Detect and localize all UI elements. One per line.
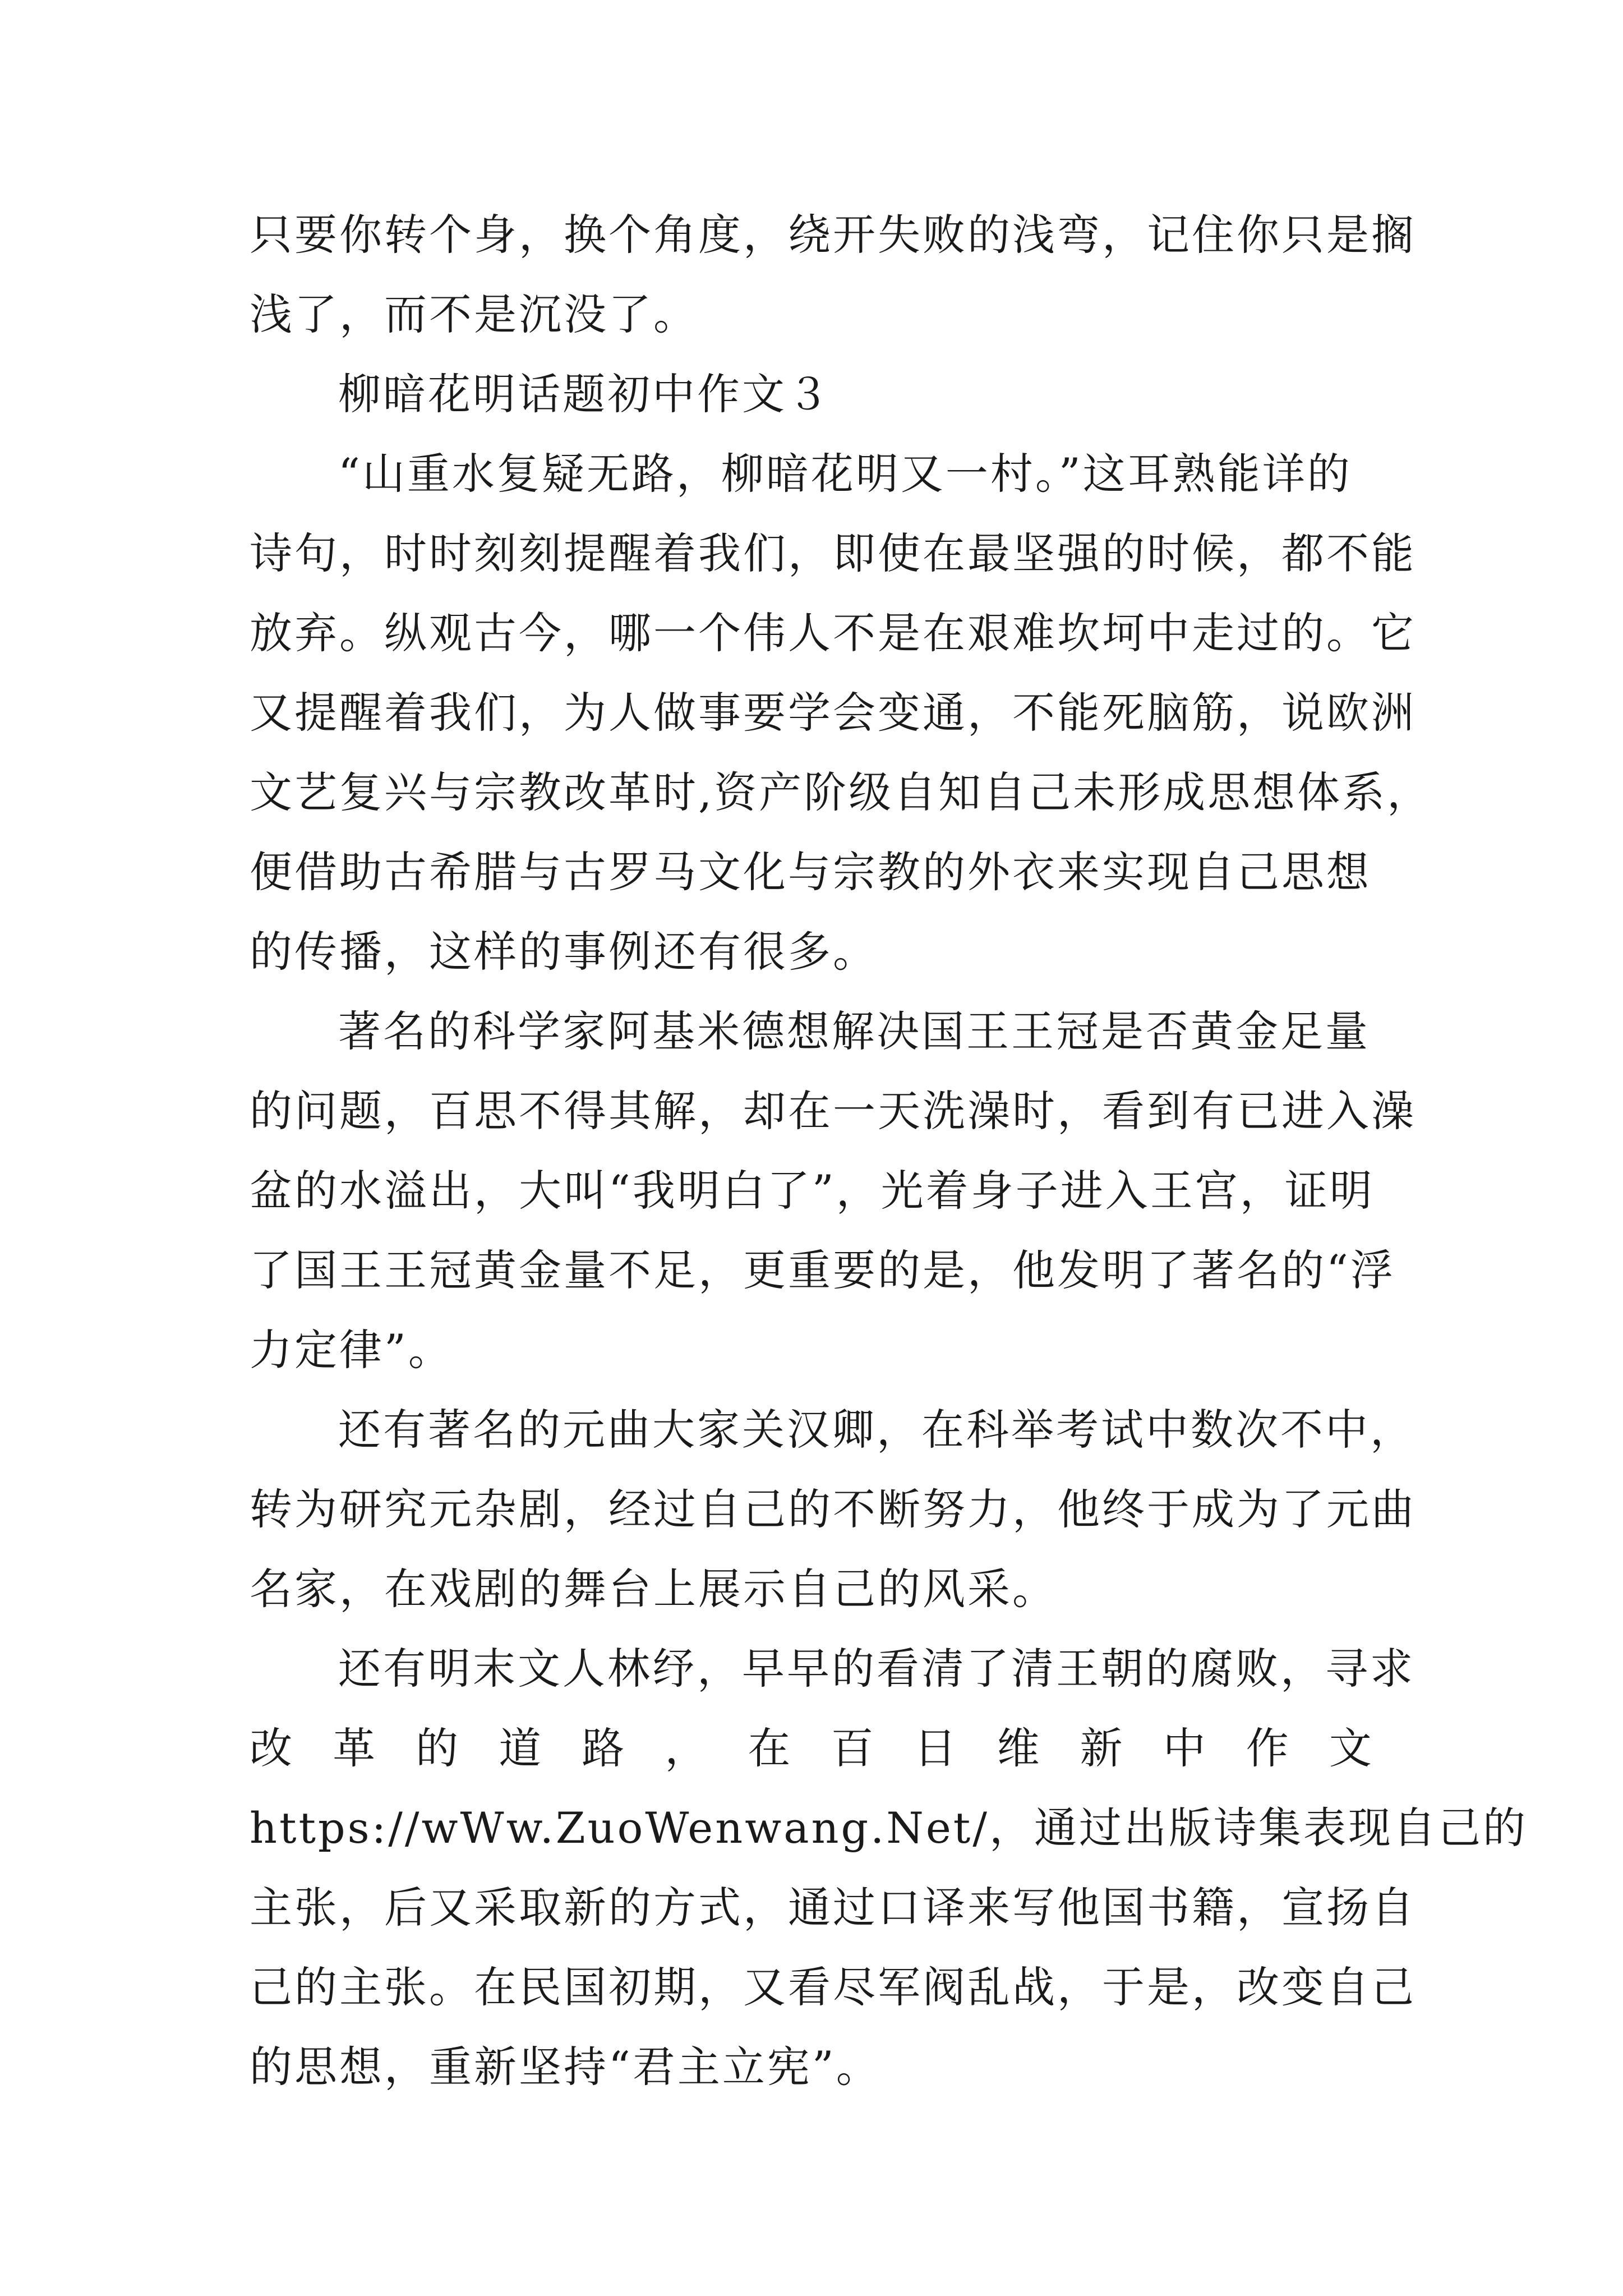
text-line: 力定律”。: [250, 1325, 453, 1375]
text-line: 文艺复兴与宗教改革时,资产阶级自知自己未形成思想体系，: [250, 767, 1432, 817]
text-line: 浅了，而不是沉没了。: [250, 289, 698, 339]
text-line: 著名的科学家阿基米德想解决国王王冠是否黄金足量: [338, 1006, 1370, 1056]
spaced-char: 中: [1163, 1723, 1208, 1773]
text-line: 只要你转个身，换个角度，绕开失败的浅弯，记住你只是搁: [250, 210, 1416, 260]
text-line: 的思想，重新坚持“君主立宪”。: [250, 2042, 881, 2092]
spaced-text-line: [250, 1709, 1374, 1788]
text-line: 诗句，时时刻刻提醒着我们，即使在最坚强的时候，都不能: [250, 528, 1416, 578]
text-line: “山重水复疑无路，柳暗花明又一村。”这耳熟能详的: [338, 449, 1352, 499]
spaced-char: 在: [748, 1723, 793, 1773]
spaced-char: 百: [831, 1723, 876, 1773]
text-line: 又提醒着我们，为人做事要学会变通，不能死脑筋，说欧洲: [250, 688, 1416, 738]
section-heading: 柳暗花明话题初中作文３: [338, 369, 832, 419]
text-line: 名家，在戏剧的舞台上展示自己的风采。: [250, 1564, 1057, 1614]
text-line: 己的主张。在民国初期，又看尽军阀乱战，于是，改变自己: [250, 1962, 1416, 2012]
spaced-char: 的: [416, 1723, 461, 1773]
text-line: 的问题，百思不得其解，却在一天洗澡时，看到有已进入澡: [250, 1086, 1416, 1136]
text-line: 还有著名的元曲大家关汉卿，在科举考试中数次不中，: [338, 1405, 1415, 1455]
url-text-line: https://wWw.ZuoWenwang.Net/，通过出版诗集表现自己的: [250, 1803, 1528, 1853]
spaced-char: 作: [1246, 1723, 1291, 1773]
spaced-char: 维: [997, 1723, 1042, 1773]
spaced-char: 日: [914, 1723, 959, 1773]
spaced-char: 道: [499, 1723, 544, 1773]
essay-text: [250, 195, 1528, 2107]
spaced-char: 革: [333, 1723, 378, 1773]
spaced-char: ，: [665, 1723, 710, 1773]
text-line: 主张，后又采取新的方式，通过口译来写他国书籍，宣扬自: [250, 1883, 1416, 1932]
text-line: 的传播，这样的事例还有很多。: [250, 927, 878, 977]
spaced-char: 路: [582, 1723, 627, 1773]
text-line: 了国王王冠黄金量不足，更重要的是，他发明了著名的“浮: [250, 1245, 1395, 1295]
spaced-char: 改: [250, 1723, 294, 1773]
text-line: 盆的水溢出，大叫“我明白了”，光着身子进入王宫，证明: [250, 1166, 1375, 1216]
text-line: 便借助古希腊与古罗马文化与宗教的外衣来实现自己思想: [250, 847, 1371, 897]
spaced-char: 文: [1329, 1723, 1374, 1773]
text-line: 还有明末文人林纾，早早的看清了清王朝的腐败，寻求: [338, 1644, 1415, 1694]
spaced-char: 新: [1080, 1723, 1125, 1773]
text-line: 转为研究元杂剧，经过自己的不断努力，他终于成为了元曲: [250, 1484, 1416, 1534]
text-line: 放弃。纵观古今，哪一个伟人不是在艰难坎坷中走过的。它: [250, 608, 1416, 658]
